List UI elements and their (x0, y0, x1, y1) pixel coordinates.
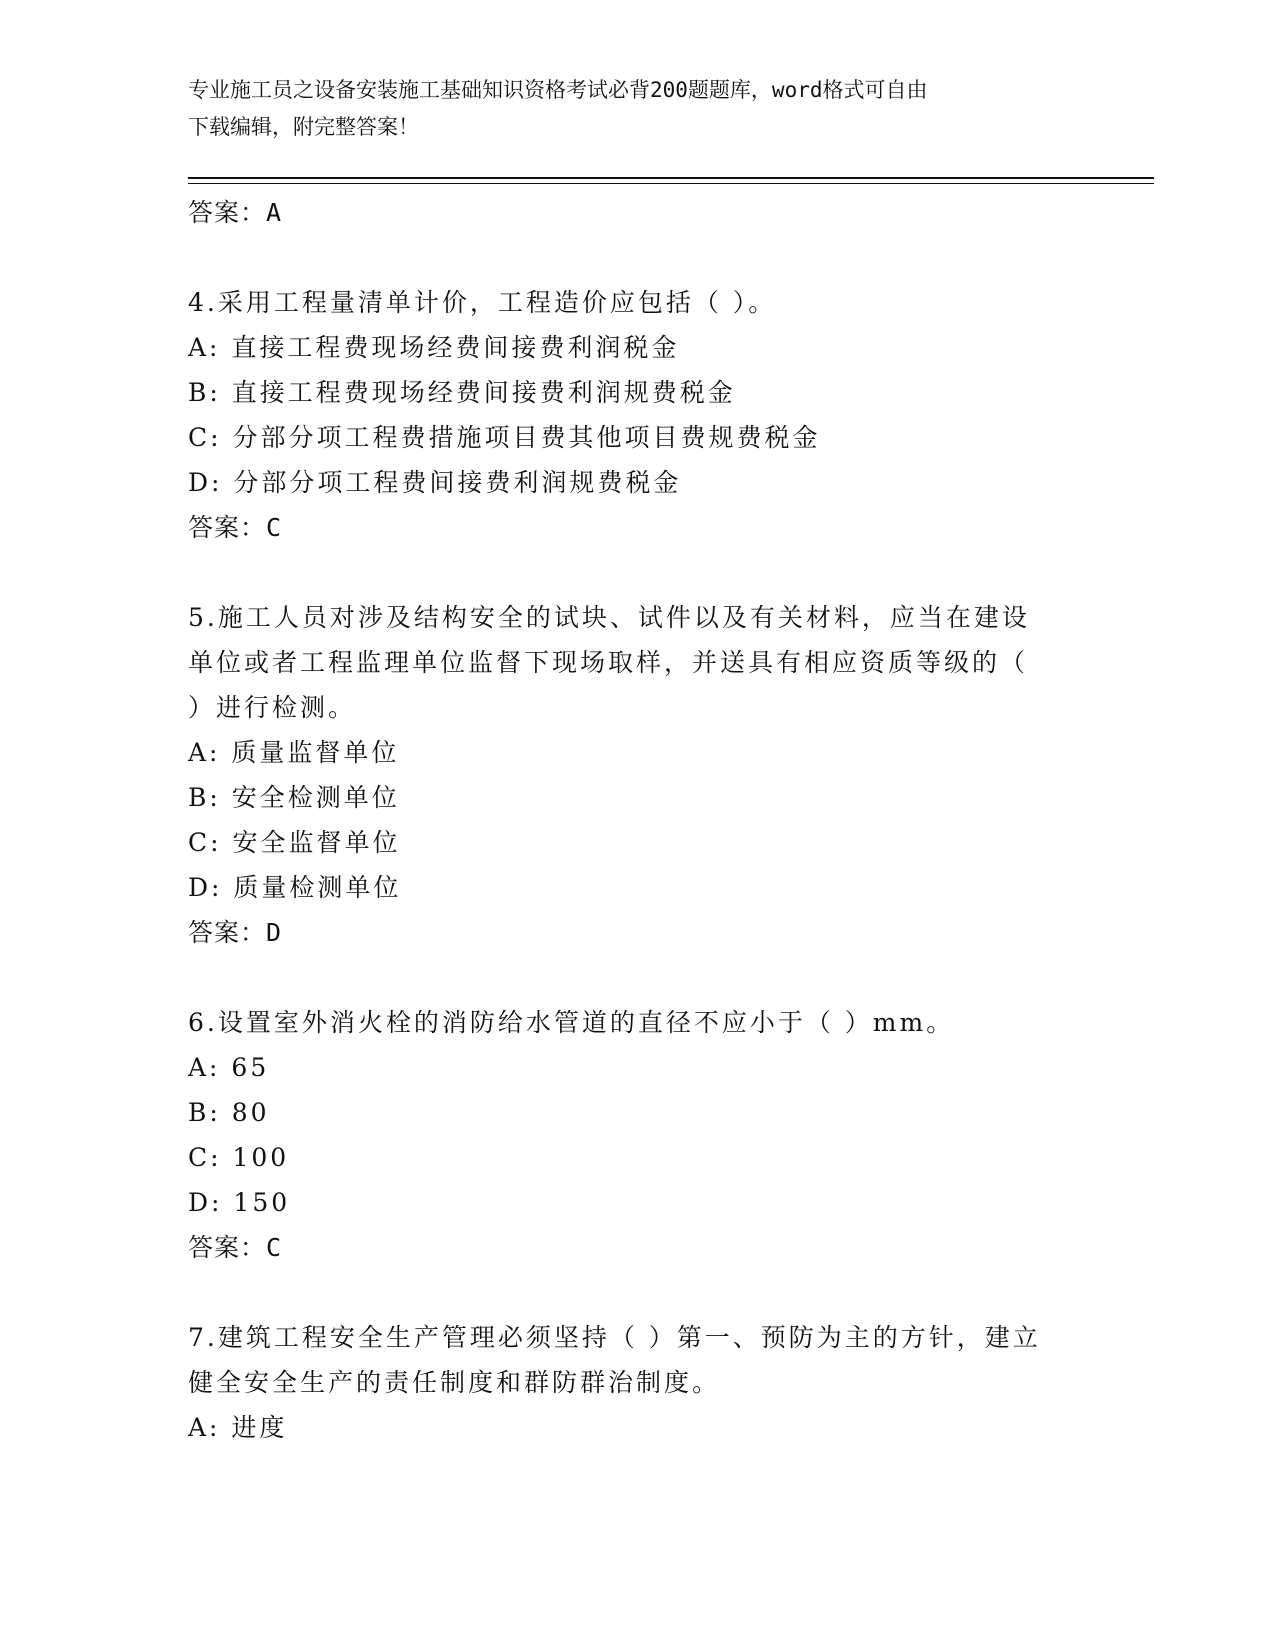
question-text: 单位或者工程监理单位监督下现场取样，并送具有相应资质等级的（ (188, 648, 1029, 677)
option-b: B: 80 (188, 1098, 270, 1127)
question-block (188, 1315, 1088, 1450)
header-divider-thin (188, 183, 1154, 184)
spacer (188, 1270, 1088, 1315)
answer-line: 答案：A (188, 198, 283, 227)
question-block (188, 1000, 1088, 1270)
question-text: ）进行检测。 (188, 693, 357, 722)
option-c: C: 分部分项工程费措施项目费其他项目费规费税金 (188, 423, 821, 452)
option-d: D: 分部分项工程费间接费利润规费税金 (188, 468, 682, 497)
question-text: 7.建筑工程安全生产管理必须坚持（ ）第一、预防为主的方针，建立 (188, 1323, 1041, 1352)
spacer (188, 550, 1088, 595)
header-line-2: 下载编辑，附完整答案！ (188, 115, 419, 139)
option-a: A: 进度 (188, 1413, 288, 1442)
header-divider-thick (188, 177, 1154, 179)
option-d: D: 质量检测单位 (188, 873, 402, 902)
answer-line: 答案：C (188, 1233, 283, 1262)
question-text: 6.设置室外消火栓的消防给水管道的直径不应小于（ ）mm。 (188, 1008, 955, 1037)
answer-line: 答案：C (188, 513, 283, 542)
question-block (188, 280, 1088, 550)
answer-line: 答案：D (188, 918, 283, 947)
option-a: A: 质量监督单位 (188, 738, 400, 767)
question-text: 4.采用工程量清单计价，工程造价应包括（ ）。 (188, 288, 777, 317)
option-d: D: 150 (188, 1188, 291, 1217)
question-text: 健全安全生产的责任制度和群防群治制度。 (188, 1368, 721, 1397)
option-a: A: 直接工程费现场经费间接费利润税金 (188, 333, 680, 362)
option-c: C: 100 (188, 1143, 290, 1172)
question-block (188, 595, 1088, 955)
spacer (188, 955, 1088, 1000)
option-b: B: 直接工程费现场经费间接费利润规费税金 (188, 378, 736, 407)
question-text: 5.施工人员对涉及结构安全的试块、试件以及有关材料，应当在建设 (188, 603, 1030, 632)
option-c: C: 安全监督单位 (188, 828, 401, 857)
header-line-1: 专业施工员之设备安装施工基础知识资格考试必背200题题库，word格式可自由 (188, 78, 928, 102)
spacer (188, 235, 1088, 280)
question-list (188, 190, 1088, 1450)
document-header (188, 72, 1068, 146)
option-a: A: 65 (188, 1053, 270, 1082)
option-b: B: 安全检测单位 (188, 783, 400, 812)
